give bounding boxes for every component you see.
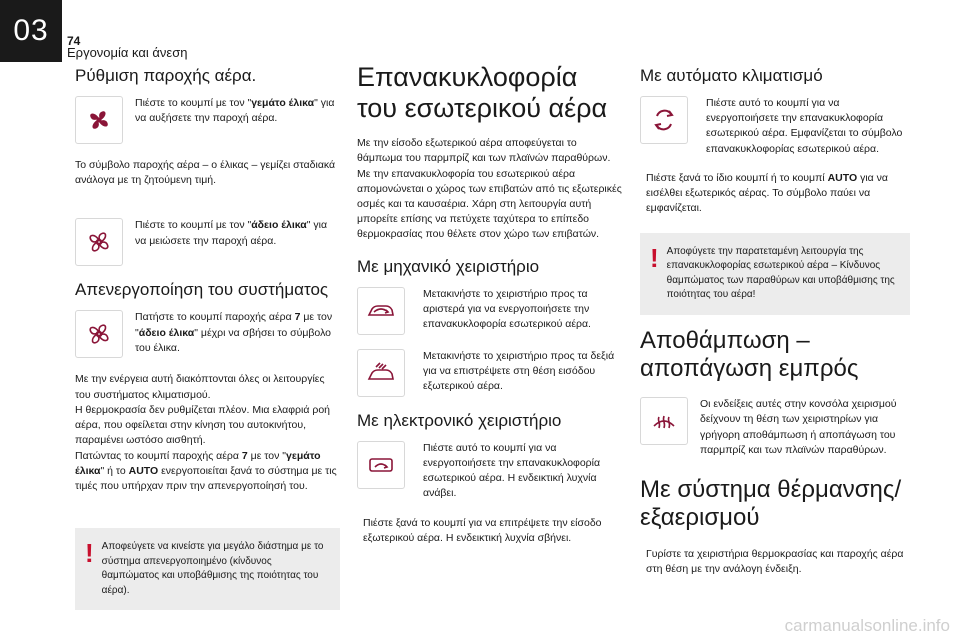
deactivation-text: Πατήστε το κουμπί παροχής αέρα 7 με τον "άδειο έλικα" μέχρι να σβήσει το σύμβολο του έλικα. (135, 311, 333, 354)
car-outside-air-icon (357, 349, 405, 397)
warning-box (640, 233, 910, 315)
manual-recirc-item (357, 287, 622, 335)
auto-outside-item (640, 171, 910, 217)
airflow-increase-text: Πιέστε το κουμπί με τον "γεμάτο έλικα" για να αυξήσετε την παροχή αέρα. (135, 97, 335, 125)
recirculation-intro: Με την είσοδο εξωτερικού αέρα αποφεύγεται το θάμπωμα του παρμπρίζ και των πλαϊνών παραθύρων. Με την επανακυκλοφορία του εσωτερικού αέρα απομονώνεται ο χώρος των επιβατών από τις εξωτερικές οσμές και τα καυσαέρια. Χάρη στη λειτουργία αυτή μπορείτε επίσης να πετύχετε ταχύτερα το επίπεδο θερμοκρασίας που θέλετε στον χώρο των επιβατών. (357, 137, 622, 241)
fan-full-icon (75, 96, 123, 144)
bullet (417, 349, 622, 395)
chapter-number-box (0, 0, 62, 62)
airflow-decrease-item (75, 218, 340, 266)
chapter-number: 03 (13, 14, 49, 47)
warning-text: Αποφεύγετε να κινείστε για μεγάλο διάστημα με το σύστημα απενεργοποιημένο (κίνδυνος θαμπώματος και υποβάθμισης της ποιότητας του αέρα). (101, 541, 324, 596)
bullet (417, 287, 622, 333)
auto-outside-text: Πιέστε ξανά το ίδιο κουμπί ή το κουμπί AUTO για να εισέλθει εξωτερικός αέρας. Το σύμβολο παύει να εμφανίζεται. (646, 171, 888, 215)
warning-text: Αποφύγετε την παρατεταμένη λειτουργία της επανακυκλοφορίας εσωτερικού αέρα – Κίνδυνος θαμπώματος των παραθύρων και υποβάθμισης της ποιότητας του αέρα! (666, 245, 895, 301)
fan-empty-icon (75, 218, 123, 266)
airflow-increase-item (75, 96, 340, 144)
defrost-icon (640, 397, 688, 445)
electronic-outside-text: Πιέστε ξανά το κουμπί για να επιτρέψετε την είσοδο εξωτερικού αέρα. Η ενδεικτική λυχνία σβήνει. (363, 516, 602, 544)
demist-title: Αποθάμπωση – αποπάγωση εμπρός (640, 326, 859, 382)
warning-icon: ! (650, 242, 659, 273)
manual-outside-item (357, 349, 622, 397)
recirculation-title: Επανακυκλοφορία του εσωτερικού αέρα (357, 62, 608, 124)
electronic-recirc-item (357, 441, 622, 502)
warning-box (75, 528, 340, 610)
page-number: 74 (67, 34, 81, 48)
heating-text: Γυρίστε τα χειριστήρια θερμοκρασίας και παροχής αέρα στη θέση με την ανάλογη ένδειξη. (646, 547, 904, 575)
manual-recirc-text: Μετακινήστε το χειριστήριο προς τα αριστερά για να ενεργοποιήσετε την επανακυκλοφορία εσωτερικού αέρα. (423, 287, 591, 331)
manual-outside-text: Μετακινήστε το χειριστήριο προς τα δεξιά για να επιστρέψετε στη θέση εισόδου εξωτερικού αέρα. (423, 349, 615, 393)
manual-control-title: Με μηχανικό χειριστήριο (357, 256, 540, 276)
column-auto-climate (640, 62, 910, 577)
deactivation-para2: Η θερμοκρασία δεν ρυθμίζεται πλέον. Μια ελαφριά ροή αέρα, που οφείλεται στην κίνηση του αυτοκινήτου, παραμένει ωστόσο αισθητή. (75, 403, 330, 447)
auto-climate-title: Με αυτόματο κλιματισμό (640, 66, 823, 85)
warning-icon: ! (85, 538, 94, 569)
deactivation-item (75, 310, 340, 358)
chapter-title: Εργονομία και άνεση (67, 45, 188, 60)
auto-recirc-text: Πιέστε αυτό το κουμπί για να ενεργοποιήσετε την επανακυκλοφορία εσωτερικού αέρα. Εμφανίζεται το σύμβολο επανακυκλοφορίας εσωτερικού αέρα. (706, 97, 903, 155)
recirculation-button-icon (357, 441, 405, 489)
car-recirculation-icon (357, 287, 405, 335)
auto-recirc-item (640, 96, 910, 157)
fan-empty-icon (75, 310, 123, 358)
deactivation-para3: Πατώντας το κουμπί παροχής αέρα 7 με τον "γεμάτο έλικα" ή το AUTO ενεργοποιείται ξανά το σύστημα με τις τιμές που υπήρχαν πριν την απενεργοποίησή του. (75, 449, 337, 492)
electronic-recirc-text: Πιέστε αυτό το κουμπί για να ενεργοποιήσετε την επανακυκλοφορία εσωτερικού αέρα. Η ενδεικτική λυχνία ανάβει. (423, 441, 601, 500)
demist-text: Οι ενδείξεις αυτές στην κονσόλα χειρισμού δείχνουν τη θέση των χειριστηρίων για γρήγορη αποθάμπωση ή αποπάγωση του παρμπρίζ και των πλαϊνών παραθύρων. (700, 398, 897, 456)
deactivation-title: Απενεργοποίηση του συστήματος (75, 280, 329, 300)
airflow-symbol-text: Το σύμβολο παροχής αέρα – ο έλικας – γεμίζει σταδιακά ανάλογα με τη ζητούμενη τιμή. (75, 159, 336, 187)
watermark: carmanualsonline.info (784, 616, 950, 635)
column-recirculation (357, 62, 622, 546)
column-airflow (75, 62, 340, 610)
deactivation-para1: Με την ενέργεια αυτή διακόπτονται όλες οι λειτουργίες του συστήματος κλιματισμού. (75, 373, 325, 401)
heating-title: Με σύστημα θέρμανσης/ εξαερισμού (640, 476, 902, 532)
heating-item (640, 547, 910, 577)
demist-item (640, 397, 910, 458)
airflow-decrease-text: Πιέστε το κουμπί με τον "άδειο έλικα" για να μειώσετε την παροχή αέρα. (135, 219, 328, 247)
bullet (700, 96, 910, 157)
electronic-control-title: Με ηλεκτρονικό χειριστήριο (357, 410, 562, 430)
bullet (417, 441, 622, 502)
electronic-outside-item (357, 516, 622, 546)
airflow-title: Ρύθμιση παροχής αέρα. (75, 66, 257, 85)
recirculation-arrows-icon (640, 96, 688, 144)
